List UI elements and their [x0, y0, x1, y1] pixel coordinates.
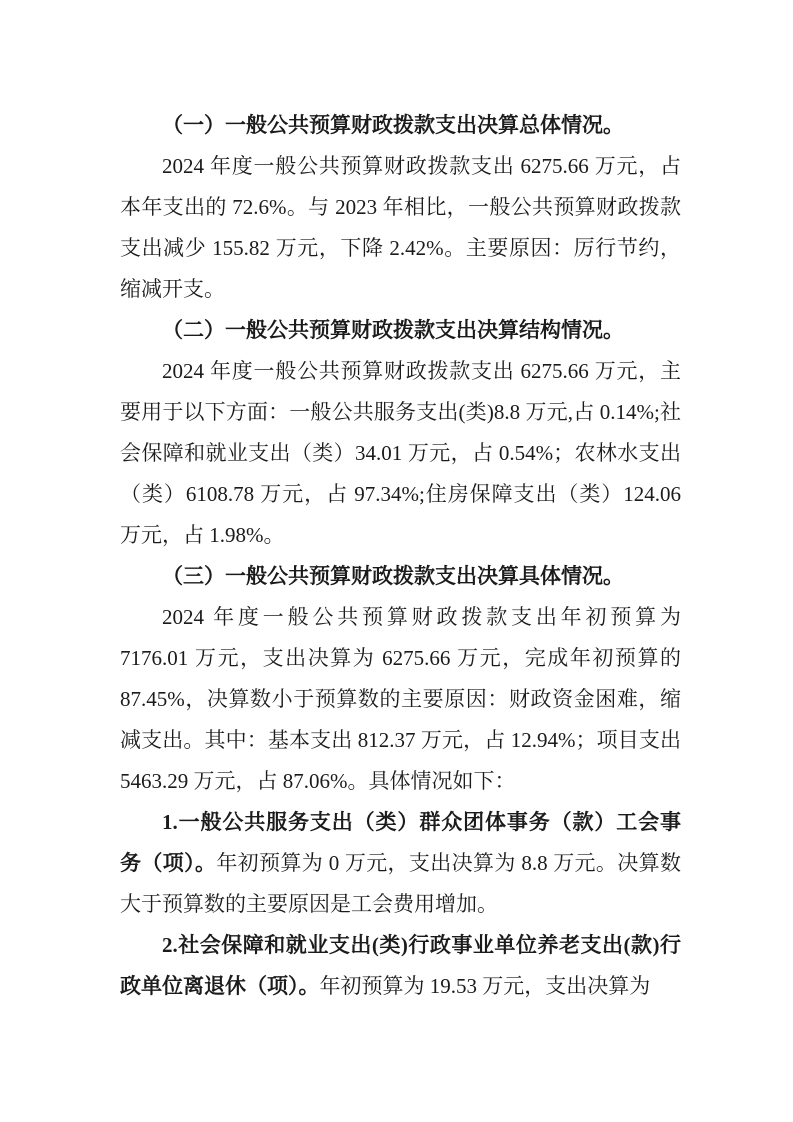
numbered-item-2	[120, 925, 681, 1007]
section-2-paragraph: 2024 年度一般公共预算财政拨款支出 6275.66 万元，主要用于以下方面：一般公共服务支出(类)8.8 万元,占 0.14%;社会保障和就业支出（类）34.01 万元，占 0.54%；农林水支出（类）6108.78 万元，占 97.34%;住房保障支出（类）124.06 万元，占 1.98%。	[120, 359, 681, 547]
numbered-item-1-lead: 1.一般公共服务支出（类）群众团体事务（款）工会事务（项）。	[120, 810, 681, 875]
section-3-heading: （三）一般公共预算财政拨款支出决算具体情况。	[162, 564, 624, 588]
section-1-paragraph: 2024 年度一般公共预算财政拨款支出 6275.66 万元，占本年支出的 72.6%。与 2023 年相比，一般公共预算财政拨款支出减少 155.82 万元，下降 2.42%。主要原因：厉行节约，缩减开支。	[120, 154, 681, 301]
section-3-paragraph: 2024 年度一般公共预算财政拨款支出年初预算为 7176.01 万元，支出决算为 6275.66 万元，完成年初预算的 87.45%，决算数小于预算数的主要原因：财政资金困难，缩减支出。其中：基本支出 812.37 万元，占 12.94%；项目支出 5463.29 万元，占 87.06%。具体情况如下：	[120, 605, 681, 793]
document-content	[120, 105, 681, 1007]
section-1-heading: （一）一般公共预算财政拨款支出决算总体情况。	[162, 113, 624, 137]
numbered-item-1	[120, 802, 681, 925]
section-2-heading: （二）一般公共预算财政拨款支出决算结构情况。	[162, 318, 624, 342]
numbered-item-2-lead: 2.社会保障和就业支出(类)行政事业单位养老支出(款)行政单位离退休（项）。	[120, 933, 681, 998]
numbered-item-2-body: 年初预算为 19.53 万元，支出决算为	[319, 974, 651, 998]
numbered-item-1-body: 年初预算为 0 万元，支出决算为 8.8 万元。决算数大于预算数的主要原因是工会费用增加。	[120, 851, 682, 916]
